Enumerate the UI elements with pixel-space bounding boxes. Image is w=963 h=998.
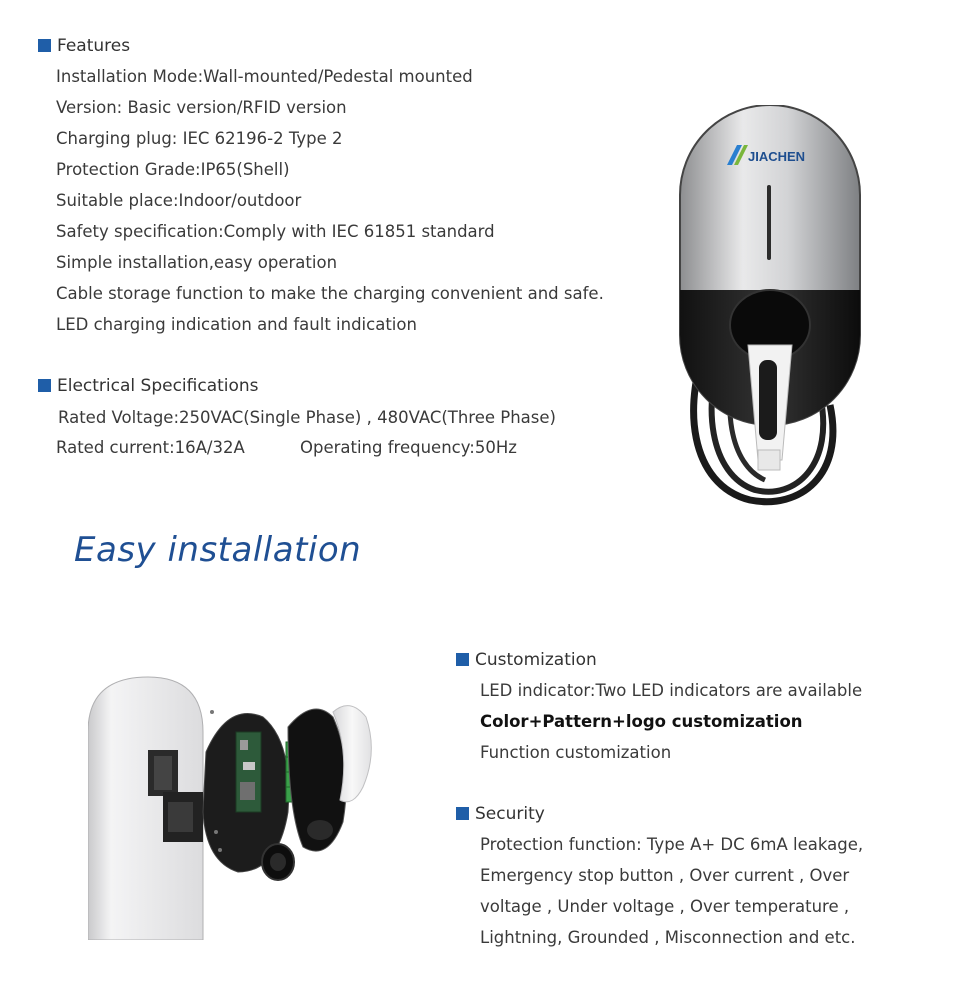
security-line: Protection function: Type A+ DC 6mA leakage, (480, 835, 864, 854)
ev-charger-image (670, 105, 870, 510)
feature-line: Suitable place:Indoor/outdoor (56, 191, 302, 210)
exploded-charger-image (88, 672, 388, 940)
bullet-square-icon (456, 807, 469, 820)
feature-line: Cable storage function to make the charging convenient and safe. (56, 284, 604, 303)
logo-text: JIACHEN (748, 149, 806, 164)
electrical-heading: Electrical Specifications (38, 376, 259, 396)
easy-installation-title: Easy installation (74, 530, 362, 570)
customization-line: LED indicator:Two LED indicators are available (480, 681, 863, 700)
feature-line: Installation Mode:Wall-mounted/Pedestal mounted (56, 67, 473, 86)
customization-line-bold: Color+Pattern+logo customization (480, 712, 803, 731)
feature-line: Charging plug: IEC 62196-2 Type 2 (56, 129, 343, 148)
rated-voltage: Rated Voltage:250VAC(Single Phase) , 480VAC(Three Phase) (58, 408, 556, 427)
feature-line: LED charging indication and fault indication (56, 315, 417, 334)
security-heading: Security (456, 804, 545, 824)
feature-line: Version: Basic version/RFID version (56, 98, 347, 117)
customization-heading: Customization (456, 650, 597, 670)
security-line: Emergency stop button , Over current , Over (480, 866, 850, 885)
bullet-square-icon (456, 653, 469, 666)
bullet-square-icon (38, 379, 51, 392)
feature-line: Simple installation,easy operation (56, 253, 338, 272)
security-line: Lightning, Grounded , Misconnection and etc. (480, 928, 856, 947)
operating-frequency: Operating frequency:50Hz (300, 438, 517, 457)
rated-current: Rated current:16A/32A (56, 438, 245, 457)
bullet-square-icon (38, 39, 51, 52)
features-heading: Features (38, 36, 130, 56)
customization-line: Function customization (480, 743, 672, 762)
feature-line: Protection Grade:IP65(Shell) (56, 160, 290, 179)
security-line: voltage , Under voltage , Over temperature , (480, 897, 850, 916)
feature-line: Safety specification:Comply with IEC 61851 standard (56, 222, 495, 241)
